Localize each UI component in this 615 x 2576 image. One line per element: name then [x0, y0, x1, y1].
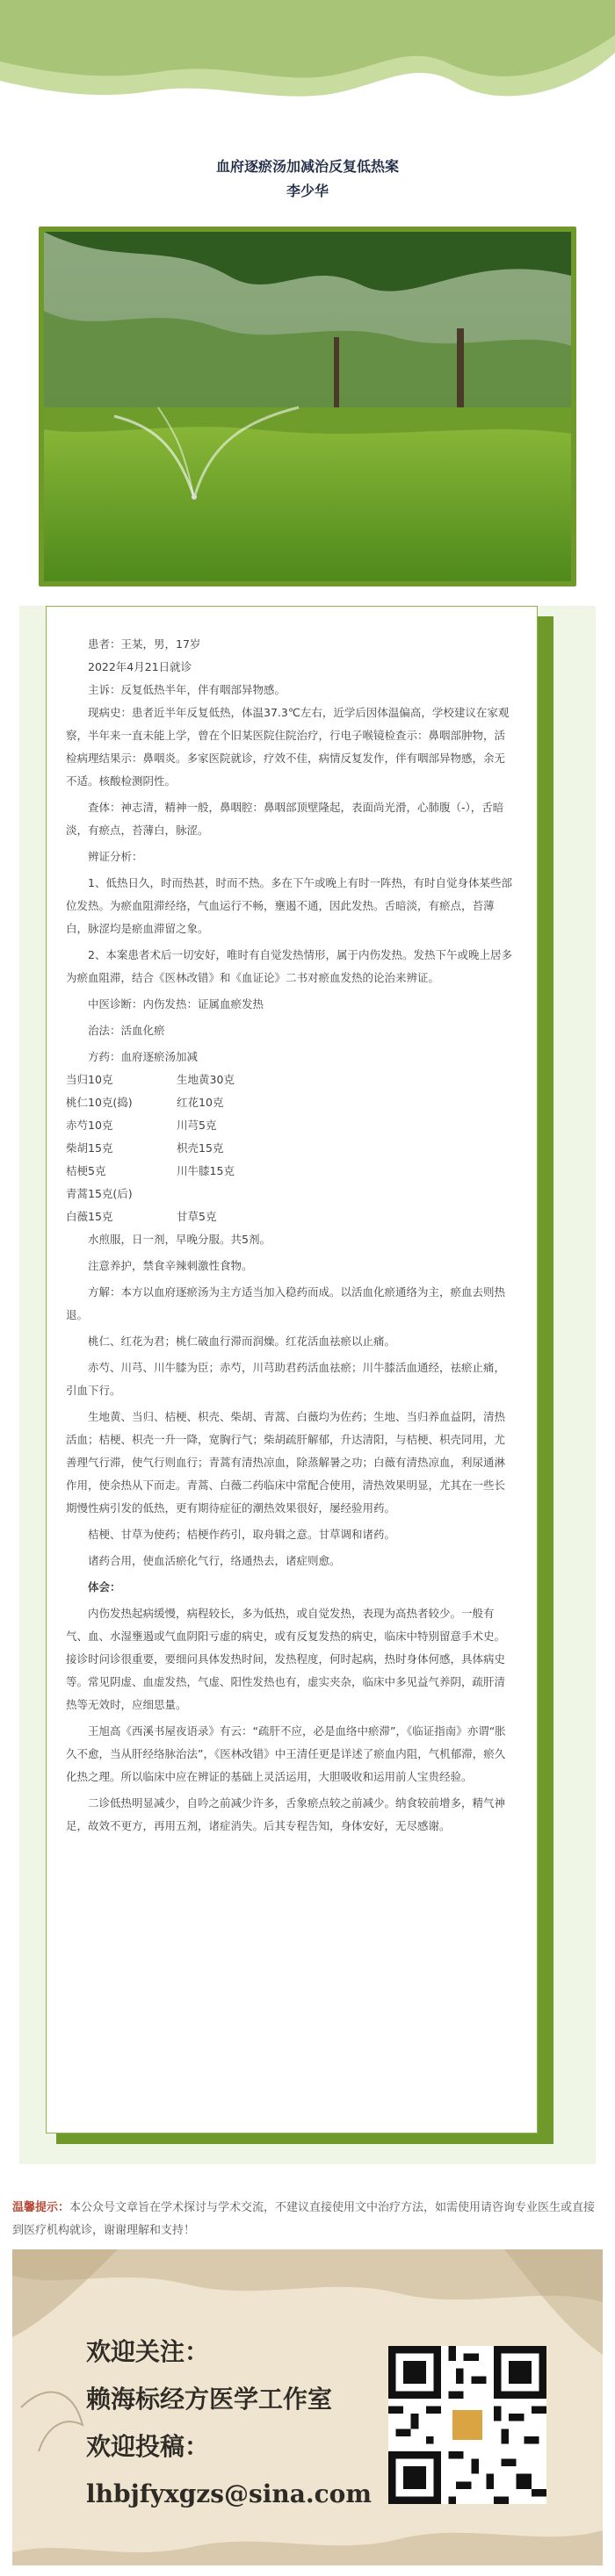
qr-code-icon[interactable] [388, 2346, 546, 2504]
herb-row: 桔梗5克 川牛膝15克 [66, 1164, 235, 1177]
analysis-point-1: 1、低热日久，时而热甚，时而不热。多在下午或晚上有时一阵热，有时自觉身体某些部位发热。为瘀血阻滞经络，气血运行不畅，壅遏不通，因此发热。舌暗淡，有瘀点，苔薄白，脉涩均是瘀血滞留之象。 [66, 876, 512, 935]
article-title: 血府逐瘀汤加减治反复低热案 [215, 158, 399, 175]
herb-row: 当归10克 生地黄30克 [66, 1073, 235, 1086]
article-author: 李少华 [286, 183, 329, 199]
submission-email[interactable]: lhbjfyxgzs@sina.com [86, 2479, 372, 2508]
top-decoration [0, 0, 615, 114]
article-card [46, 606, 538, 2133]
formula-explanation-5: 桔梗、甘草为使药；桔梗作药引，取舟辑之意。甘草调和诸药。 [88, 1528, 396, 1541]
insight-3: 二诊低热明显减少，自吟之前减少许多，舌象瘀点较之前减少。纳食较前增多，精气神足，故效不更方，再用五剂，诸症消失。后其专程告知，身体安好，无尽感谢。 [66, 1796, 506, 1832]
hero-image-frame [39, 227, 576, 586]
herb-row: 青蒿15克(后) [66, 1187, 133, 1200]
footer-banner [12, 2249, 603, 2565]
herb-list [66, 1069, 514, 1228]
decoction-instructions: 水煎服，日一剂，早晚分服。共5剂。 [88, 1233, 271, 1246]
submission-label: 欢迎投稿： [86, 2432, 210, 2461]
herb-row: 白薇15克 甘草5克 [66, 1210, 217, 1223]
visit-date: 2022年4月21日就诊 [88, 660, 192, 673]
formula-explanation-2: 桃仁、红花为君；桃仁破血行滞而润燥。红花活血祛瘀以止痛。 [88, 1335, 396, 1348]
follow-label: 欢迎关注： [86, 2337, 210, 2366]
article-header [0, 155, 615, 204]
hero-image [44, 232, 571, 581]
disclaimer [12, 2197, 603, 2242]
diagnosis: 中医诊断：内伤发热：证属血瘀发热 [88, 997, 264, 1011]
physical-exam: 查体：神志清，精神一般，鼻咽腔：鼻咽部顶壁隆起，表面尚光滑，心肺腹（-），舌暗淡，有瘀点，苔薄白，脉涩。 [66, 801, 504, 837]
herb-row: 桃仁10克(捣) 红花10克 [66, 1096, 224, 1109]
formula-explanation-4: 生地黄、当归、桔梗、枳壳、柴胡、青蒿、白薇均为佐药；生地、当归养血益阴，清热活血；桔梗、枳壳一升一降，宽胸行气；柴胡疏肝解郁，升达清阳，与桔梗、枳壳同用，尤善理气行滞，使气行则血行；青蒿有清热凉血，除蒸解暑之功；白薇有清热凉血，利尿通淋作用，使余热从下而走。青蒿、白薇二药临床中常配合使用，清热效果明显，尤其在一些长期慢性病引发的低热，更有期待症征的潮热效果很好，屡经验用药。 [66, 1410, 506, 1515]
herb-row: 柴胡15克 枳壳15克 [66, 1141, 224, 1155]
formula-explanation-6: 诸药合用，使血活瘀化气行，络通热去，诸症则愈。 [88, 1554, 341, 1567]
insight-1: 内伤发热起病缓慢，病程较长，多为低热，或自觉发热，表现为高热者较少。一般有气、血、水湿壅遏或气血阴阳亏虚的病史，或有反复发热的病史，临床中特别留意手术史。接诊时问诊很重要，要细问具体发热时间，发热程度，何时起病，热时身体何感，具体病史等。常见阴虚、血虚发热，气虚、阳性发热也有，虚实夹杂，临床中多见益气养阴，疏肝清热等无效时，应细思量。 [66, 1607, 506, 1711]
chief-complaint: 主诉：反复低热半年，伴有咽部异物感。 [88, 683, 286, 696]
analysis-title: 辨证分析： [88, 850, 143, 863]
studio-name: 赖海标经方医学工作室 [86, 2385, 333, 2414]
herb-row: 赤芍10克 川芎5克 [66, 1119, 217, 1132]
present-history: 现病史：患者近半年反复低热，体温37.3℃左右，近学后因体温偏高，学校建议在家观察，半年来一直未能上学，曾在个旧某医院住院治疗，行电子喉镜检查示：鼻咽部肿物，活检病理结果示：鼻咽炎。多家医院就诊，疗效不佳，病情反复发作，伴有咽部异物感，余无不适。核酸检测阴性。 [66, 706, 510, 788]
analysis-point-2: 2、本案患者术后一切安好，唯时有自觉发热情形，属于内伤发热。发热下午或晚上居多为瘀血阻滞，结合《医林改错》和《血证论》二书对瘀血发热的论治来辨证。 [66, 948, 512, 984]
treatment-method: 治法：活血化瘀 [88, 1024, 165, 1037]
footer-text [86, 2328, 372, 2518]
insight-2: 王旭高《西溪书屋夜语录》有云：“疏肝不应，必是血络中瘀滞”，《临证指南》亦谓“胀久不愈，当从肝经络脉治法”，《医林改错》中王清任更是详述了瘀血内阻，气机郁滞，瘀久化热之理。所以临床中应在辨证的基础上灵活运用，大胆吸收和运用前人宝贵经验。 [66, 1724, 506, 1783]
insight-title: 体会： [88, 1580, 121, 1594]
formula-explanation-1: 方解：本方以血府逐瘀汤为主方适当加入稳药而成。以活血化瘀通络为主，瘀血去则热退。 [66, 1285, 506, 1321]
patient-line: 患者：王某，男，17岁 [88, 637, 201, 651]
formula: 方药：血府逐瘀汤加减 [88, 1050, 199, 1063]
disclaimer-label: 温馨提示： [12, 2201, 70, 2214]
caution: 注意养护，禁食辛辣刺激性食物。 [88, 1259, 253, 1272]
formula-explanation-3: 赤芍、川芎、川牛膝为臣；赤芍，川芎助君药活血祛瘀；川牛膝活血通经，祛瘀止痛，引血下行。 [66, 1361, 506, 1397]
disclaimer-text: 本公众号文章旨在学术探讨与学术交流，不建议直接使用文中治疗方法，如需使用请咨询专业医生或直接到医疗机构就诊，谢谢理解和支持！ [12, 2201, 596, 2237]
